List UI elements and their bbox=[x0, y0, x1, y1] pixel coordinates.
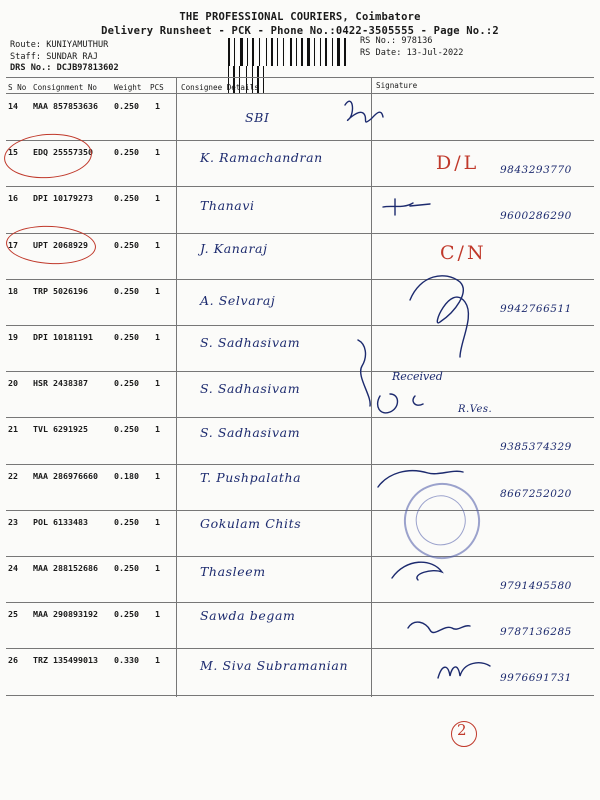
phone-cell: 8667252020 bbox=[500, 487, 572, 500]
pcs-cell: 1 bbox=[155, 285, 160, 296]
consignee-cell: Sawda begam bbox=[200, 608, 296, 624]
sno-cell: 20 bbox=[8, 378, 18, 389]
phone-cell: 9385374329 bbox=[500, 441, 572, 454]
rs-date-field: RS Date: 13-Jul-2022 bbox=[360, 47, 464, 58]
consignment-cell: EDQ 25557350 bbox=[33, 147, 93, 158]
sig-row19 bbox=[358, 340, 370, 406]
consignee-cell: M. Siva Subramanian bbox=[200, 658, 349, 674]
pcs-cell: 1 bbox=[155, 193, 160, 204]
sig-row18 bbox=[410, 276, 468, 357]
sig-row16 bbox=[383, 199, 430, 215]
company-title: THE PROFESSIONAL COURIERS, Coimbatore bbox=[179, 11, 421, 23]
phone-cell: 9600286290 bbox=[500, 210, 572, 223]
col-sno: S No bbox=[8, 83, 27, 92]
consignment-cell: HSR 2438387 bbox=[33, 378, 88, 389]
sno-cell: 24 bbox=[8, 563, 18, 573]
col-weight: Weight bbox=[114, 83, 142, 92]
pcs-cell: 1 bbox=[155, 563, 160, 573]
weight-cell: 0.250 bbox=[114, 563, 139, 573]
consignee-cell: Gokulam Chits bbox=[200, 515, 302, 531]
pcs-cell: 1 bbox=[155, 378, 160, 389]
drs-field: DRS No.: DCJB97813602 bbox=[10, 63, 119, 73]
weight-cell: 0.250 bbox=[114, 101, 139, 111]
sno-cell: 21 bbox=[8, 424, 18, 435]
consignment-cell: POL 6133483 bbox=[33, 516, 88, 527]
consignment-cell: UPT 2068929 bbox=[33, 239, 88, 250]
row21-prefix: R.Ves. bbox=[458, 404, 493, 415]
weight-cell: 0.250 bbox=[114, 239, 139, 250]
pcs-cell: 1 bbox=[155, 655, 160, 666]
sig-row25 bbox=[408, 622, 470, 632]
consignment-cell: TRZ 135499013 bbox=[33, 655, 98, 666]
phone-cell: 9976691731 bbox=[500, 672, 572, 685]
weight-cell: 0.250 bbox=[114, 285, 139, 296]
pcs-cell: 1 bbox=[155, 609, 160, 620]
consignment-cell: TVL 6291925 bbox=[33, 424, 88, 435]
consignment-cell: MAA 290893192 bbox=[33, 609, 98, 620]
rs-no-field: RS No.: 978136 bbox=[360, 36, 433, 46]
weight-cell: 0.330 bbox=[114, 655, 139, 666]
col-pcs: PCS bbox=[150, 83, 164, 92]
consignee-cell: S. Sadhasivam bbox=[200, 425, 301, 441]
weight-cell: 0.250 bbox=[114, 332, 139, 342]
col-consignee: Consignee Details bbox=[181, 83, 259, 92]
sno-cell: 26 bbox=[8, 655, 18, 666]
weight-cell: 0.250 bbox=[114, 378, 139, 389]
pcs-cell: 1 bbox=[155, 424, 160, 435]
consignee-cell: S. Sadhasivam bbox=[200, 381, 301, 397]
sno-cell: 14 bbox=[8, 101, 18, 111]
weight-cell: 0.250 bbox=[114, 609, 139, 620]
pcs-cell: 1 bbox=[155, 239, 160, 250]
sig-row14 bbox=[345, 101, 383, 122]
phone-cell: 9787136285 bbox=[500, 626, 572, 639]
sno-cell: 23 bbox=[8, 516, 18, 527]
consignment-cell: DPI 10181191 bbox=[33, 332, 93, 342]
weight-cell: 0.250 bbox=[114, 147, 139, 158]
row17-cn-mark: C/N bbox=[440, 242, 487, 264]
phone-cell: 9942766511 bbox=[500, 302, 572, 315]
page-mark: 2 bbox=[457, 721, 467, 739]
consignee-cell: Thasleem bbox=[200, 564, 266, 579]
consignment-cell: TRP 5026196 bbox=[33, 285, 88, 296]
phone-cell: 9791495580 bbox=[500, 580, 572, 592]
consignment-cell: MAA 286976660 bbox=[33, 470, 98, 481]
consignee-cell: K. Ramachandran bbox=[200, 150, 323, 166]
sig-row20 bbox=[378, 394, 423, 413]
consignee-cell: Thanavi bbox=[200, 198, 255, 214]
weight-cell: 0.250 bbox=[114, 516, 139, 527]
weight-cell: 0.250 bbox=[114, 193, 139, 204]
sno-cell: 16 bbox=[8, 193, 18, 204]
sig-row26 bbox=[438, 663, 490, 678]
sno-cell: 25 bbox=[8, 609, 18, 620]
phone-cell: 9843293770 bbox=[500, 164, 572, 177]
sig-row22 bbox=[378, 471, 463, 487]
pcs-cell: 1 bbox=[155, 332, 160, 342]
pcs-cell: 1 bbox=[155, 516, 160, 527]
pcs-cell: 1 bbox=[155, 101, 160, 111]
consignment-cell: MAA 288152686 bbox=[33, 563, 98, 573]
sig-row24 bbox=[392, 562, 442, 580]
consignee-cell: S. Sadhasivam bbox=[200, 335, 301, 350]
pcs-cell: 1 bbox=[155, 470, 160, 481]
row20-note: Received bbox=[392, 370, 443, 383]
col-signature: Signature bbox=[376, 81, 418, 90]
consignee-cell: SBI bbox=[245, 110, 270, 125]
sno-cell: 22 bbox=[8, 470, 18, 481]
consignment-cell: DPI 10179273 bbox=[33, 193, 93, 204]
pcs-cell: 1 bbox=[155, 147, 160, 158]
consignment-cell: MAA 857853636 bbox=[33, 101, 98, 111]
weight-cell: 0.180 bbox=[114, 470, 139, 481]
row15-dl-mark: D/L bbox=[436, 152, 480, 174]
runsheet-subtitle: Delivery Runsheet - PCK - Phone No.:0422-3505555 - Page No.:2 bbox=[101, 25, 499, 37]
sno-cell: 15 bbox=[8, 147, 18, 158]
sno-cell: 19 bbox=[8, 332, 18, 342]
route-field: Route: KUNIYAMUTHUR bbox=[10, 40, 109, 50]
weight-cell: 0.250 bbox=[114, 424, 139, 435]
consignee-cell: T. Pushpalatha bbox=[200, 469, 302, 485]
col-consignment: Consignment No bbox=[33, 83, 98, 92]
sno-cell: 17 bbox=[8, 239, 18, 250]
sno-cell: 18 bbox=[8, 285, 18, 296]
consignee-cell: A. Selvaraj bbox=[200, 292, 276, 308]
consignee-cell: J. Kanaraj bbox=[200, 240, 268, 256]
staff-field: Staff: SUNDAR RAJ bbox=[10, 51, 98, 62]
